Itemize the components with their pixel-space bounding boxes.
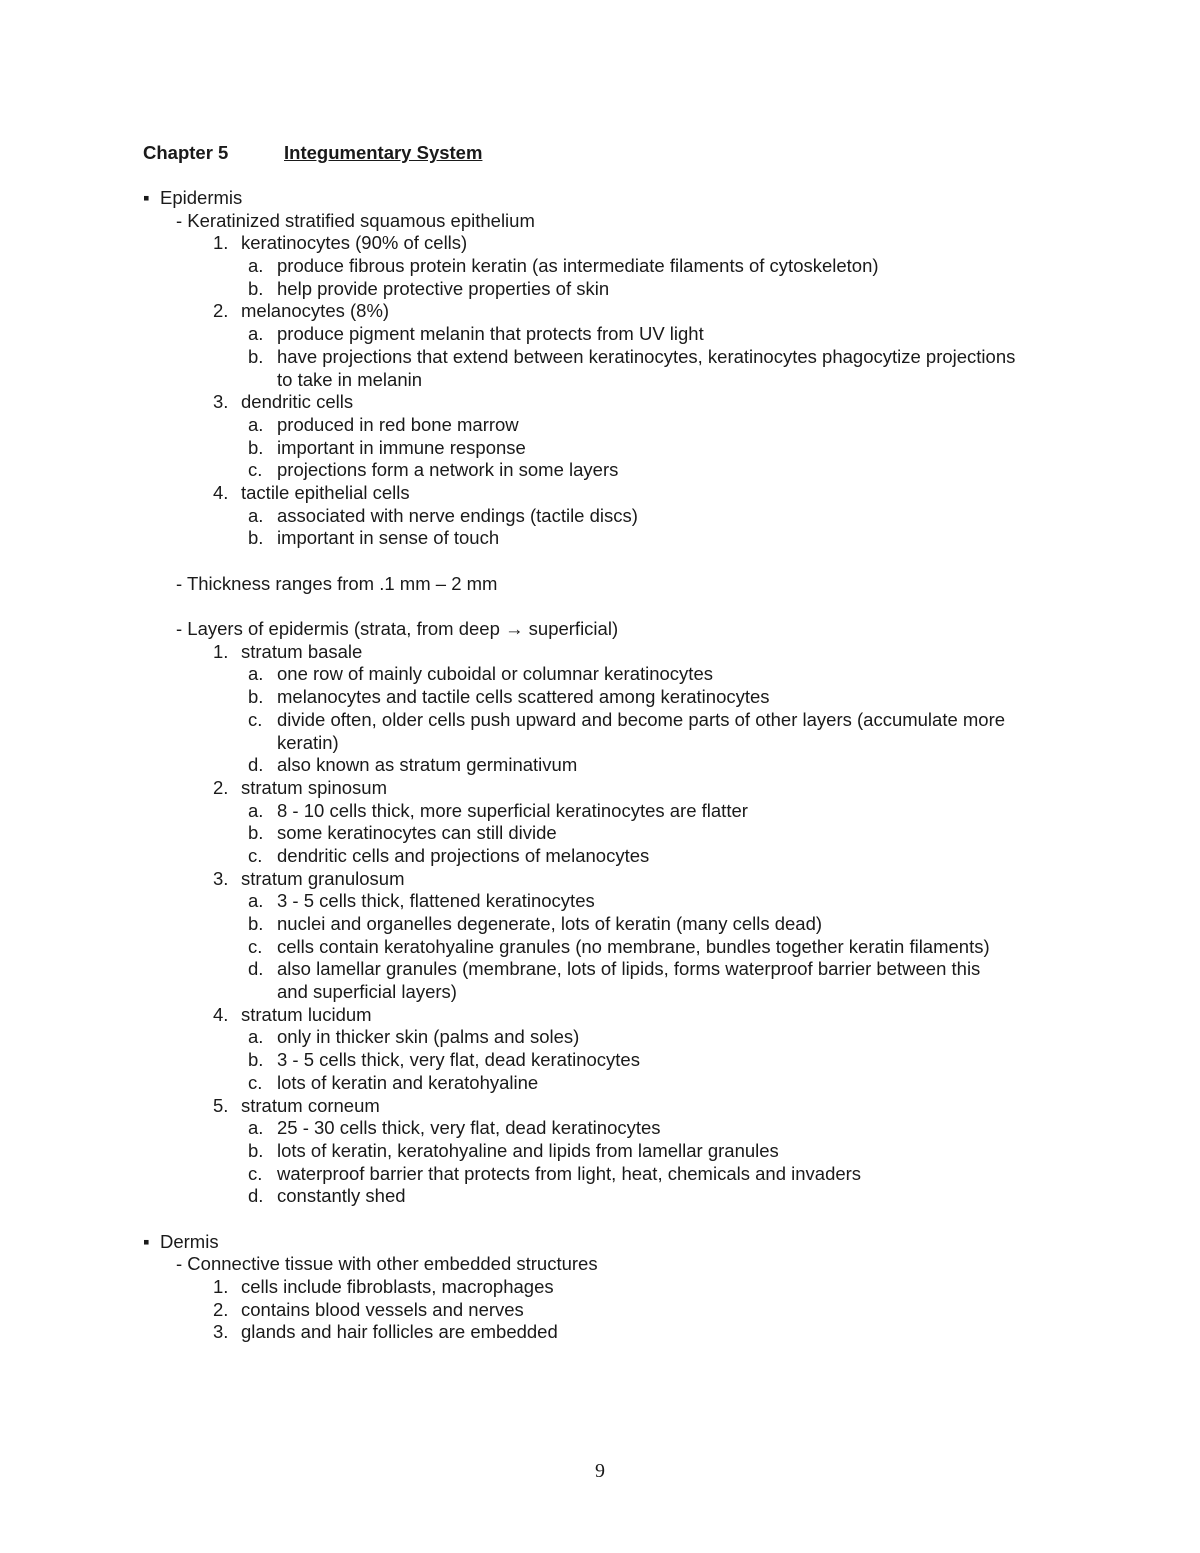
list-marker: b.	[248, 686, 264, 708]
item-text: to take in melanin	[277, 368, 423, 390]
list-marker: 2.	[213, 776, 229, 798]
lettered-item	[0, 1026, 1200, 1049]
list-marker: b.	[248, 1139, 264, 1161]
section-bullet-item	[0, 187, 1200, 210]
lettered-item	[0, 414, 1200, 437]
list-marker: b.	[248, 913, 264, 934]
lettered-item	[0, 800, 1200, 823]
numbered-item	[0, 1276, 1200, 1299]
item-text: lots of keratin, keratohyaline and lipids from lamellar granules	[277, 1139, 779, 1161]
lettered-item	[0, 505, 1200, 528]
numbered-item	[0, 482, 1200, 505]
item-text: stratum corneum	[241, 1094, 380, 1116]
item-text: 8 - 10 cells thick, more superficial keratinocytes are flatter	[277, 799, 748, 821]
lettered-item	[0, 890, 1200, 913]
lettered-item	[0, 278, 1200, 301]
chapter-heading	[143, 142, 482, 164]
item-text: associated with nerve endings (tactile discs)	[277, 504, 638, 526]
item-text: waterproof barrier that protects from light, heat, chemicals and invaders	[277, 1162, 862, 1184]
list-marker: d.	[248, 1185, 264, 1207]
list-marker: d.	[248, 958, 264, 980]
list-marker: a.	[248, 890, 264, 912]
list-marker: 4.	[213, 1003, 229, 1025]
numbered-item	[0, 1095, 1200, 1118]
item-text: - Layers of epidermis (strata, from deep → superficial)	[176, 618, 619, 640]
item-text: 25 - 30 cells thick, very flat, dead keratinocytes	[277, 1117, 661, 1139]
list-marker: c.	[248, 1071, 263, 1093]
item-text: dendritic cells and projections of melanocytes	[277, 844, 650, 866]
item-text: also known as stratum germinativum	[277, 754, 578, 776]
outline-content	[0, 187, 1200, 1344]
item-text: glands and hair follicles are embedded	[241, 1321, 558, 1343]
lettered-item	[0, 1072, 1200, 1095]
list-marker: c.	[248, 935, 263, 957]
list-marker: 2.	[213, 300, 229, 322]
lettered-item	[0, 323, 1200, 346]
item-text: projections form a network in some layers	[277, 459, 619, 481]
item-text: divide often, older cells push upward and become parts of other layers (accumulate more	[277, 708, 1006, 730]
chapter-title: Integumentary System	[284, 142, 483, 163]
numbered-item	[0, 641, 1200, 664]
lettered-item	[0, 1117, 1200, 1140]
list-marker: d.	[248, 754, 264, 776]
lettered-item	[0, 1140, 1200, 1163]
item-text: stratum lucidum	[241, 1003, 372, 1025]
item-text: melanocytes and tactile cells scattered among keratinocytes	[277, 686, 770, 708]
numbered-item	[0, 300, 1200, 323]
numbered-item	[0, 1004, 1200, 1027]
list-marker: 1.	[213, 640, 229, 662]
item-text: 3 - 5 cells thick, flattened keratinocytes	[277, 890, 595, 912]
lettered-item	[0, 346, 1200, 369]
item-text: important in immune response	[277, 436, 526, 458]
list-marker: c.	[248, 708, 263, 730]
numbered-item	[0, 1321, 1200, 1344]
lettered-item	[0, 255, 1200, 278]
item-text: produced in red bone marrow	[277, 413, 519, 435]
list-marker: a.	[248, 504, 264, 526]
blank-line	[0, 1208, 1200, 1231]
item-text: cells contain keratohyaline granules (no membrane, bundles together keratin filaments)	[277, 935, 990, 957]
lettered-item	[0, 754, 1200, 777]
list-marker: 1.	[213, 232, 229, 254]
lettered-item	[0, 913, 1200, 936]
lettered-item	[0, 822, 1200, 845]
list-marker: a.	[248, 323, 264, 345]
item-text: - Thickness ranges from .1 mm – 2 mm	[176, 572, 498, 594]
list-marker: c.	[248, 1162, 263, 1184]
list-marker: 3.	[213, 867, 229, 889]
item-text: important in sense of touch	[277, 527, 500, 549]
item-text: have projections that extend between keratinocytes, keratinocytes phagocytize projections	[277, 345, 1016, 367]
item-text: - Keratinized stratified squamous epithelium	[176, 209, 535, 231]
item-text: keratinocytes (90% of cells)	[241, 232, 468, 254]
dash-item	[0, 618, 1200, 641]
square-bullet-icon: ▪	[143, 187, 150, 208]
item-text: lots of keratin and keratohyaline	[277, 1071, 539, 1093]
item-text: melanocytes (8%)	[241, 300, 390, 322]
page-number: 9	[595, 1460, 605, 1482]
numbered-item	[0, 391, 1200, 414]
lettered-item	[0, 437, 1200, 460]
lettered-item	[0, 527, 1200, 550]
list-marker: b.	[248, 1049, 264, 1071]
list-marker: a.	[248, 255, 264, 277]
list-marker: a.	[248, 799, 264, 821]
item-text: constantly shed	[277, 1185, 406, 1207]
item-text: some keratinocytes can still divide	[277, 822, 557, 844]
list-marker: 1.	[213, 1276, 229, 1297]
numbered-item	[0, 232, 1200, 255]
item-text: and superficial layers)	[277, 981, 457, 1003]
item-text: one row of mainly cuboidal or columnar keratinocytes	[277, 663, 713, 685]
list-marker: 2.	[213, 1298, 229, 1320]
list-marker: 4.	[213, 481, 229, 503]
numbered-item	[0, 777, 1200, 800]
list-marker: a.	[248, 413, 264, 435]
item-text: tactile epithelial cells	[241, 481, 410, 503]
list-marker: 5.	[213, 1094, 229, 1116]
dash-item	[0, 573, 1200, 596]
item-text: 3 - 5 cells thick, very flat, dead keratinocytes	[277, 1049, 640, 1071]
list-marker: 3.	[213, 391, 229, 413]
continuation-line	[0, 981, 1200, 1004]
lettered-item	[0, 845, 1200, 868]
item-text: contains blood vessels and nerves	[241, 1298, 524, 1320]
chapter-number: Chapter 5	[143, 142, 229, 163]
item-text: produce pigment melanin that protects from UV light	[277, 323, 704, 345]
list-marker: c.	[248, 459, 263, 481]
section-bullet-item	[0, 1231, 1200, 1254]
item-text: Dermis	[160, 1230, 219, 1252]
list-marker: b.	[248, 345, 264, 367]
square-bullet-icon: ▪	[143, 1230, 150, 1252]
lettered-item	[0, 1049, 1200, 1072]
dash-item	[0, 1253, 1200, 1276]
numbered-item	[0, 868, 1200, 891]
item-text: dendritic cells	[241, 391, 354, 413]
list-marker: b.	[248, 822, 264, 844]
lettered-item	[0, 1163, 1200, 1186]
numbered-item	[0, 1299, 1200, 1322]
list-marker: a.	[248, 663, 264, 685]
list-marker: 3.	[213, 1321, 229, 1343]
item-text: also lamellar granules (membrane, lots of lipids, forms waterproof barrier between this	[277, 958, 981, 980]
lettered-item	[0, 1185, 1200, 1208]
list-marker: b.	[248, 277, 264, 299]
lettered-item	[0, 709, 1200, 732]
item-text: nuclei and organelles degenerate, lots of keratin (many cells dead)	[277, 913, 823, 934]
lettered-item	[0, 958, 1200, 981]
blank-line	[0, 595, 1200, 618]
item-text: produce fibrous protein keratin (as intermediate filaments of cytoskeleton)	[277, 255, 879, 277]
lettered-item	[0, 936, 1200, 959]
item-text: help provide protective properties of skin	[277, 277, 610, 299]
lettered-item	[0, 663, 1200, 686]
item-text: stratum granulosum	[241, 867, 405, 889]
item-text: keratin)	[277, 731, 339, 753]
item-text: stratum basale	[241, 640, 363, 662]
dash-item	[0, 210, 1200, 233]
item-text: Epidermis	[160, 187, 243, 208]
item-text: only in thicker skin (palms and soles)	[277, 1026, 580, 1048]
list-marker: c.	[248, 844, 263, 866]
item-text: - Connective tissue with other embedded structures	[176, 1253, 598, 1275]
item-text: stratum spinosum	[241, 776, 387, 798]
item-text: cells include fibroblasts, macrophages	[241, 1276, 554, 1297]
continuation-line	[0, 732, 1200, 755]
blank-line	[0, 550, 1200, 573]
lettered-item	[0, 459, 1200, 482]
list-marker: a.	[248, 1026, 264, 1048]
list-marker: b.	[248, 527, 264, 549]
lettered-item	[0, 686, 1200, 709]
list-marker: a.	[248, 1117, 264, 1139]
continuation-line	[0, 369, 1200, 392]
list-marker: b.	[248, 436, 264, 458]
